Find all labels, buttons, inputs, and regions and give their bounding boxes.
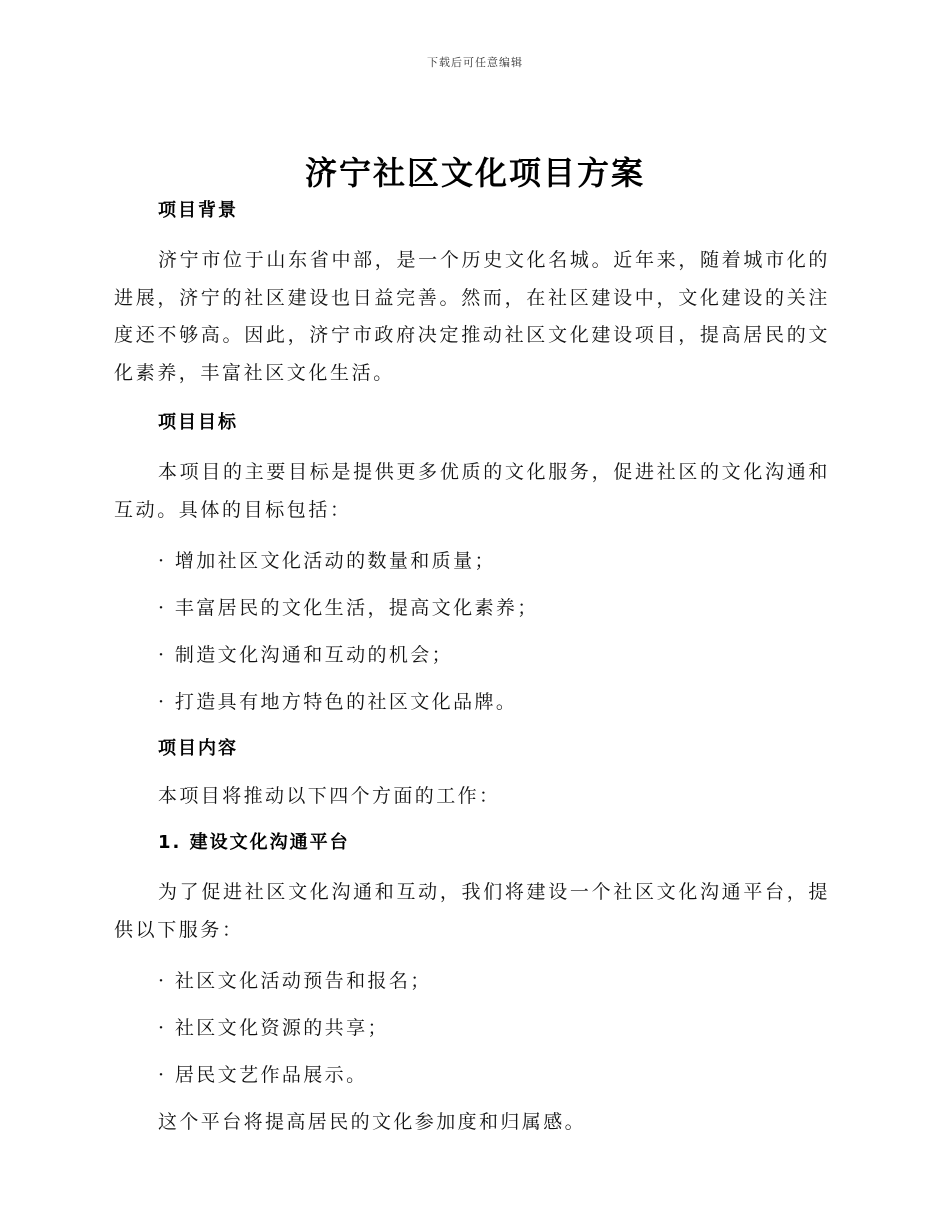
paragraph-sub-1: 为了促进社区文化沟通和互动，我们将建设一个社区文化沟通平台，提供以下服务：: [114, 881, 830, 941]
list-item-goal-2: · 丰富居民的文化生活，提高文化素养；: [158, 597, 539, 619]
document-title: 济宁社区文化项目方案: [304, 154, 645, 192]
document-body: [114, 196, 830, 1137]
paragraph-sub-1-closing: 这个平台将提高居民的文化参加度和归属感。: [158, 1111, 587, 1133]
heading-background: 项目背景: [158, 200, 238, 221]
paragraph-goals: 本项目的主要目标是提供更多优质的文化服务，促进社区的文化沟通和互动。具体的目标包括：: [114, 461, 830, 521]
list-item-goal-1: · 增加社区文化活动的数量和质量；: [158, 550, 496, 572]
header-note: 下载后可任意编辑: [427, 56, 523, 69]
list-item-goal-3: · 制造文化沟通和互动的机会；: [158, 644, 454, 666]
heading-goals: 项目目标: [158, 412, 238, 433]
list-item-goal-4: · 打造具有地方特色的社区文化品牌。: [158, 691, 518, 713]
list-item-service-1: · 社区文化活动预告和报名；: [158, 970, 432, 992]
heading-sub-1: 1. 建设文化沟通平台: [158, 832, 350, 853]
paragraph-background: 济宁市位于山东省中部，是一个历史文化名城。近年来，随着城市化的进展，济宁的社区建设也日益完善。然而，在社区建设中，文化建设的关注度还不够高。因此，济宁市政府决定推动社区文化建设项目，提高居民的文化素养，丰富社区文化生活。: [114, 249, 830, 384]
list-item-service-2: · 社区文化资源的共享；: [158, 1017, 389, 1039]
list-item-service-3: · 居民文艺作品展示。: [158, 1064, 368, 1086]
heading-content: 项目内容: [158, 738, 238, 759]
paragraph-content-intro: 本项目将推动以下四个方面的工作：: [158, 785, 501, 807]
